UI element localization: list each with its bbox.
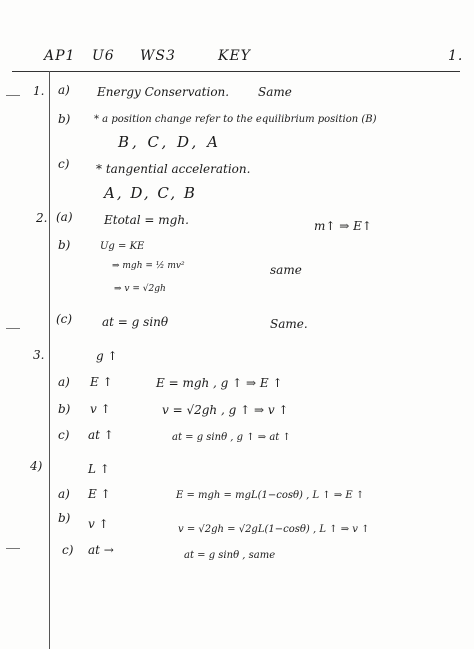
- q4b-text: v ↑: [88, 517, 109, 531]
- header-unit: U6: [92, 48, 115, 64]
- q3b-expl: v = √2gh , g ↑ ⇒ v ↑: [162, 403, 289, 417]
- q1b-label: b): [58, 112, 71, 126]
- margin-line: [49, 71, 50, 649]
- q2b-line2: ⇒ mgh = ½ mv²: [112, 261, 185, 271]
- header-course: AP1: [44, 48, 76, 64]
- q1c-label: c): [58, 157, 70, 171]
- q3c-label: c): [58, 428, 70, 442]
- q4-number: 4): [30, 459, 43, 473]
- q1a-result: Same: [258, 85, 292, 99]
- q3a-text: E ↑: [90, 375, 113, 389]
- q2b-result: same: [270, 263, 302, 277]
- q2a-text: Etotal = mgh.: [104, 213, 189, 227]
- q3a-expl: E = mgh , g ↑ ⇒ E ↑: [156, 376, 283, 390]
- q1c-answer: A, D, C, B: [104, 184, 197, 202]
- q4c-expl: at = g sinθ , same: [184, 550, 276, 561]
- margin-mark: [6, 548, 20, 549]
- q3b-label: b): [58, 402, 71, 416]
- q2-number: 2.: [36, 211, 48, 225]
- page-number: 1.: [448, 48, 464, 64]
- q3-given: g ↑: [96, 349, 118, 363]
- q4b-expl: v = √2gh = √2gL(1−cosθ) , L ↑ ⇒ v ↑: [178, 524, 370, 535]
- q3a-label: a): [58, 375, 70, 389]
- q2c-text: at = g sinθ: [102, 315, 169, 329]
- q2b-line3: ⇒ v = √2gh: [114, 284, 166, 294]
- q3b-text: v ↑: [90, 402, 111, 416]
- q3c-text: at ↑: [88, 428, 114, 442]
- q1-number: 1.: [33, 84, 45, 98]
- q1a-label: a): [58, 83, 70, 97]
- q4b-label: b): [58, 511, 71, 525]
- q2b-line1: Ug = KE: [100, 241, 145, 252]
- q1b-answer: B, C, D, A: [118, 133, 221, 151]
- q1c-note: * tangential acceleration.: [96, 162, 251, 176]
- header-rule: [12, 71, 460, 72]
- q3c-expl: at = g sinθ , g ↑ ⇒ at ↑: [172, 432, 291, 443]
- q4a-text: E ↑: [88, 487, 111, 501]
- q4-given: L ↑: [88, 462, 110, 476]
- q2a-result: m↑ ⇒ E↑: [314, 219, 372, 233]
- q4a-expl: E = mgh = mgL(1−cosθ) , L ↑ ⇒ E ↑: [176, 490, 365, 501]
- q2c-label: (c): [56, 312, 73, 326]
- header-key: KEY: [218, 48, 251, 64]
- q2b-label: b): [58, 238, 71, 252]
- margin-mark: [6, 328, 20, 329]
- q1a-text: Energy Conservation.: [97, 85, 230, 99]
- q4c-text: at →: [88, 543, 114, 557]
- q4a-label: a): [58, 487, 70, 501]
- q4c-label: c): [62, 543, 74, 557]
- q2c-result: Same.: [270, 317, 308, 331]
- q2a-label: (a): [56, 210, 73, 224]
- q3-number: 3.: [33, 348, 45, 362]
- margin-mark: [6, 95, 20, 96]
- q1b-note: * a position change refer to the equilibrium position (B): [94, 114, 377, 125]
- header-worksheet: WS3: [140, 48, 176, 64]
